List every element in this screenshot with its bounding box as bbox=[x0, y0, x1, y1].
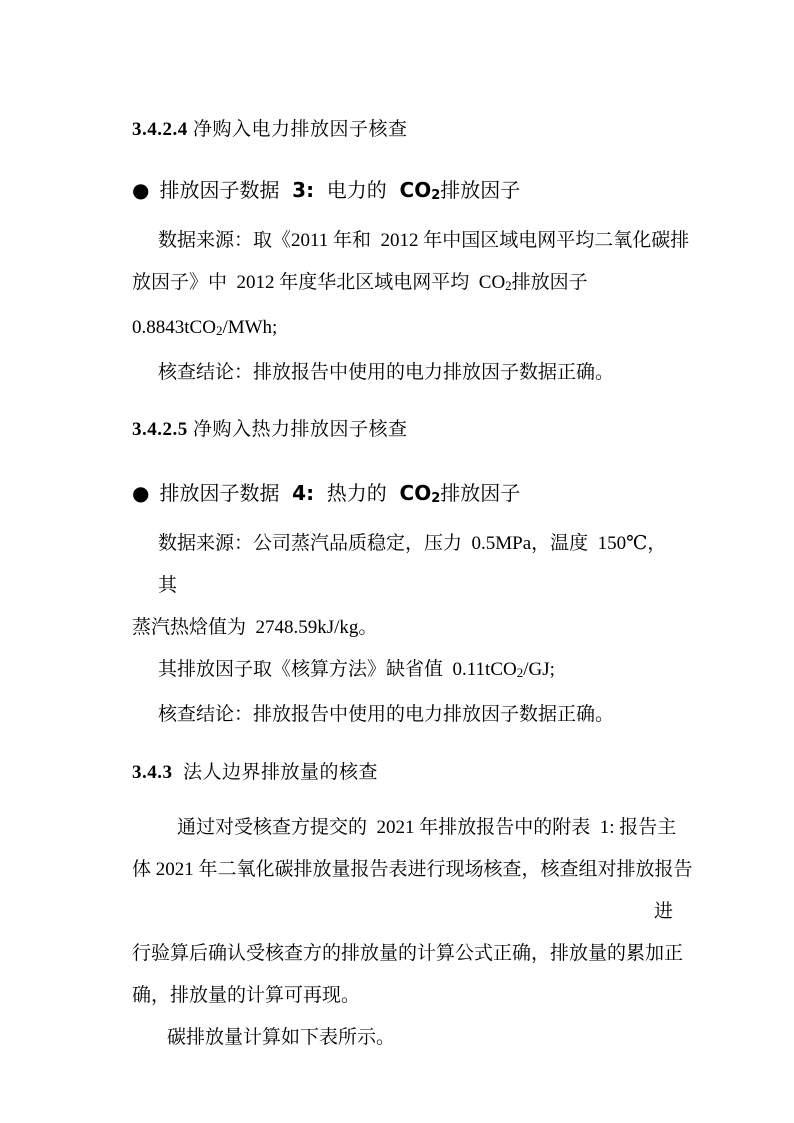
text-segment: 放因子》中 2012 年度华北区域电网平均 bbox=[132, 272, 479, 293]
text-segment: 核查结论：排放报告中使用的电力排放因子数据正确。 bbox=[158, 704, 615, 725]
text-line bbox=[132, 409, 673, 451]
text-line bbox=[132, 807, 677, 849]
text-segment: 2 bbox=[516, 665, 524, 680]
text-segment: 其排放因子取《核算方法》缺省值 0.11tCO bbox=[158, 659, 517, 680]
text-segment: 排放因子数据 bbox=[159, 481, 293, 505]
text-segment: 碳排放量计算如下表所示。 bbox=[167, 1027, 396, 1048]
para-conclusion-heat bbox=[132, 694, 673, 736]
para-data-source-heat bbox=[132, 523, 673, 607]
text-line bbox=[132, 975, 673, 1017]
text-segment: CO bbox=[399, 178, 432, 202]
text-segment: 核查结论：排放报告中使用的电力排放因子数据正确。 bbox=[158, 362, 615, 383]
para-conclusion-electricity bbox=[132, 352, 673, 394]
text-line bbox=[132, 169, 663, 217]
text-segment: 2 bbox=[505, 278, 512, 293]
text-segment: 行验算后确认受核查方的排放量的计算公式正确，排放量的累加正 bbox=[132, 943, 684, 964]
text-segment: 电力的 bbox=[314, 178, 400, 202]
text-line bbox=[132, 262, 673, 307]
bullet-icon: ● bbox=[132, 178, 150, 202]
text-segment: 确，排放量的计算可再现。 bbox=[132, 985, 361, 1006]
text-segment: 数据来源：取《2011 年和 2012 年中国区域电网平均二氧化碳排 bbox=[158, 230, 690, 251]
heading-3-4-2-4 bbox=[132, 109, 673, 151]
text-segment: 3.4.3 bbox=[132, 762, 178, 783]
text-line bbox=[132, 472, 663, 520]
bullet-emission-factor-data-3 bbox=[132, 169, 663, 217]
text-segment: 热力的 bbox=[314, 481, 400, 505]
text-segment: CO bbox=[399, 481, 432, 505]
text-line bbox=[132, 523, 673, 565]
text-segment: 3: bbox=[292, 178, 315, 202]
text-line bbox=[132, 352, 673, 394]
text-segment: 体 2021 年二氧化碳排放量报告表进行现场核查，核查组对排放报告 bbox=[132, 859, 693, 880]
text-line bbox=[132, 849, 693, 891]
text-segment: 净购入热力排放因子核查 bbox=[193, 419, 408, 440]
para-boundary-emission-verification bbox=[132, 807, 693, 1017]
para-emission-calc-table-note bbox=[132, 1017, 673, 1059]
text-line bbox=[132, 649, 673, 694]
document-content bbox=[132, 109, 693, 1059]
text-segment: /GJ; bbox=[523, 659, 555, 680]
text-line bbox=[132, 565, 673, 607]
bullet-emission-factor-data-4 bbox=[132, 472, 663, 520]
text-segment: 排放因子 bbox=[440, 481, 521, 505]
text-line bbox=[132, 891, 673, 933]
text-line bbox=[132, 220, 690, 262]
text-line bbox=[132, 607, 673, 649]
text-segment: 法人边界排放量的核查 bbox=[177, 762, 379, 783]
heading-3-4-2-5 bbox=[132, 409, 673, 451]
text-segment: 净购入电力排放因子核查 bbox=[193, 119, 408, 140]
text-line bbox=[132, 109, 673, 151]
para-steam-enthalpy bbox=[132, 607, 673, 649]
text-segment: /MWh; bbox=[222, 317, 278, 338]
text-line bbox=[132, 752, 673, 794]
bullet-icon: ● bbox=[132, 481, 150, 505]
text-segment: 3.4.2.5 bbox=[132, 419, 193, 440]
text-segment: 2 bbox=[215, 323, 223, 338]
text-segment: 3.4.2.4 bbox=[132, 119, 193, 140]
text-segment: 2 bbox=[431, 188, 441, 203]
para-data-source-electricity bbox=[132, 220, 690, 352]
text-segment: 通过对受核查方提交的 2021 年排放报告中的附表 1: 报告主 bbox=[177, 817, 677, 838]
text-line bbox=[132, 307, 673, 352]
text-segment: 其 bbox=[158, 575, 178, 596]
text-line bbox=[132, 694, 673, 736]
heading-3-4-3 bbox=[132, 752, 673, 794]
text-segment: 排放因子 bbox=[440, 178, 521, 202]
text-segment: 数据来源：公司蒸汽品质稳定，压力 0.5MPa，温度 150℃， bbox=[158, 533, 667, 554]
text-segment: 进 bbox=[653, 901, 673, 922]
para-default-emission-factor bbox=[132, 649, 673, 694]
text-segment: 2 bbox=[431, 491, 441, 506]
text-segment: 4: bbox=[292, 481, 315, 505]
text-line bbox=[132, 933, 684, 975]
text-segment: 排放因子 bbox=[511, 272, 588, 293]
text-segment: 蒸汽热焓值为 2748.59kJ/kg。 bbox=[132, 617, 378, 638]
text-segment: 排放因子数据 bbox=[159, 178, 293, 202]
text-segment: CO bbox=[478, 272, 506, 293]
text-segment: 0.8843tCO bbox=[132, 317, 216, 338]
text-line bbox=[132, 1017, 673, 1059]
